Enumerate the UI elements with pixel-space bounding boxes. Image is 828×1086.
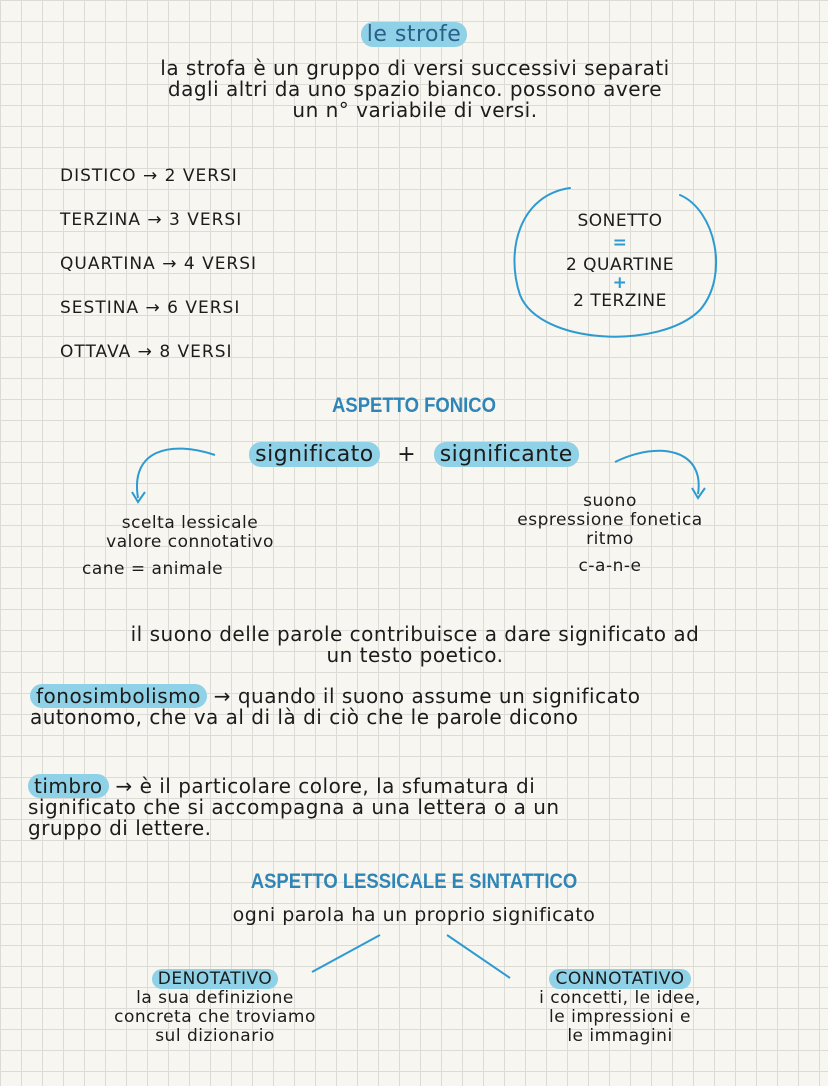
intro-line: la strofa è un gruppo di versi successivi separati: [160, 56, 670, 80]
term-connotativo: CONNOTATIVO: [549, 969, 690, 989]
sonnet-label: SONETTO: [577, 211, 663, 231]
arrow-right-icon: →: [145, 298, 161, 318]
list-item: TERZINA → 3 VERSI: [60, 210, 243, 230]
sonnet-quartine: 2 QUARTINE: [565, 255, 675, 275]
arrow-right-icon: →: [137, 342, 153, 362]
fonico-statement: il suono delle parole contribuisce a dare significato ad un testo poetico.: [130, 622, 700, 667]
denotativo-block: DENOTATIVO la sua definizione concreta che troviamo sul dizionario: [114, 969, 316, 1046]
list-item: DISTICO → 2 VERSI: [60, 166, 238, 186]
arrow-right-icon: →: [142, 166, 159, 186]
significato-notes: scelta lessicale valore connotativo cane = animale: [82, 513, 274, 579]
fonosimbolismo-definition: fonosimbolismo → quando il suono assume un significato autonomo, che va al di là di ciò che le parole dicono: [30, 684, 641, 729]
plus-icon: +: [397, 442, 417, 467]
term-significante: significante: [434, 442, 579, 467]
intro-line: dagli altri da uno spazio bianco. possono avere: [167, 77, 663, 101]
term-significato: significato: [249, 442, 380, 467]
connotativo-block: CONNOTATIVO i concetti, le idee, le impressioni e le immagini: [539, 969, 701, 1046]
intro-line: un n° variabile di versi.: [292, 98, 538, 122]
page-title: le strofe: [0, 22, 828, 47]
section-heading-fonico: ASPETTO FONICO: [332, 394, 496, 417]
significante-notes: suono espressione fonetica ritmo c-a-n-e: [517, 491, 703, 576]
list-item: SESTINA → 6 VERSI: [60, 298, 241, 318]
equals-icon: =: [612, 233, 628, 253]
arrow-right-icon: →: [162, 254, 178, 274]
list-item: QUARTINA → 4 VERSI: [60, 254, 258, 274]
section-heading-lessicale: ASPETTO LESSICALE E SINTATTICO: [250, 870, 578, 893]
term-fonosimbolismo: fonosimbolismo: [30, 684, 207, 708]
term-denotativo: DENOTATIVO: [152, 969, 278, 989]
arrow-right-icon: →: [147, 210, 163, 230]
plus-icon: +: [612, 273, 628, 293]
timbro-definition: timbro → è il particolare colore, la sfumatura di significato che si accompagna a una lettera o a un gruppo di lettere.: [28, 774, 560, 840]
term-timbro: timbro: [28, 774, 109, 798]
lessicale-subtitle: ogni parola ha un proprio significato: [232, 904, 596, 926]
list-item: OTTAVA → 8 VERSI: [60, 342, 233, 362]
sonnet-terzine: 2 TERZINE: [573, 291, 667, 311]
